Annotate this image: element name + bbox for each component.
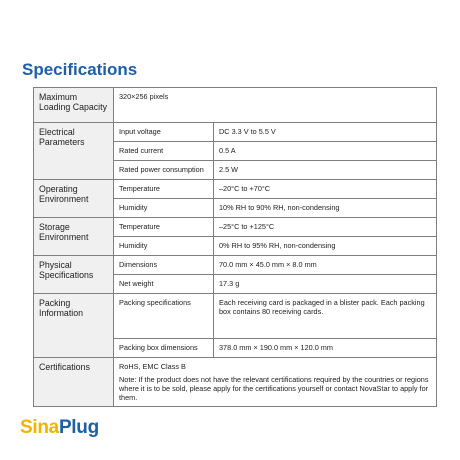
certifications-value: RoHS, EMC Class B — [119, 362, 186, 371]
param-name: Input voltage — [114, 123, 214, 142]
row-category: Operating Environment — [34, 180, 114, 218]
table-row — [34, 123, 437, 142]
param-value: DC 3.3 V to 5.5 V — [214, 123, 437, 142]
param-name: Temperature — [114, 218, 214, 237]
brand-logo — [20, 417, 99, 439]
param-name: Dimensions — [114, 256, 214, 275]
param-value: 2.5 W — [214, 161, 437, 180]
param-value: 70.0 mm × 45.0 mm × 8.0 mm — [214, 256, 437, 275]
param-value: 378.0 mm × 190.0 mm × 120.0 mm — [214, 339, 437, 358]
param-value: 10% RH to 90% RH, non-condensing — [214, 199, 437, 218]
certifications-note: Note: If the product does not have the relevant certifications required by the countries or regions where it is to be sold, please apply for the certifications yourself or contact NovaStar to apply for them. — [119, 375, 429, 403]
param-value: –25°C to +125°C — [214, 218, 437, 237]
page-title: Specifications — [22, 60, 138, 79]
param-value: Each receiving card is packaged in a blister pack. Each packing box contains 80 receiving cards. — [214, 294, 437, 339]
row-category: Electrical Parameters — [34, 123, 114, 180]
row-category: Storage Environment — [34, 218, 114, 256]
row-value: 320×256 pixels — [114, 88, 437, 123]
param-value: 0.5 A — [214, 142, 437, 161]
specifications-table — [33, 87, 437, 407]
param-name: Packing box dimensions — [114, 339, 214, 358]
table-row — [34, 88, 437, 123]
param-name: Rated power consumption — [114, 161, 214, 180]
param-value: 0% RH to 95% RH, non-condensing — [214, 237, 437, 256]
certifications-cell — [114, 358, 437, 407]
logo-part-plug: Plug — [58, 417, 99, 438]
param-name: Humidity — [114, 237, 214, 256]
param-value: –20°C to +70°C — [214, 180, 437, 199]
row-category: Packing Information — [34, 294, 114, 358]
param-name: Humidity — [114, 199, 214, 218]
param-name: Temperature — [114, 180, 214, 199]
logo-part-sina: Sina — [20, 417, 59, 438]
row-category: Physical Specifications — [34, 256, 114, 294]
param-name: Packing specifications — [114, 294, 214, 339]
param-value: 17.3 g — [214, 275, 437, 294]
table-row — [34, 180, 437, 199]
table-row — [34, 294, 437, 339]
table-row — [34, 218, 437, 237]
param-name: Rated current — [114, 142, 214, 161]
row-category: Certifications — [34, 358, 114, 407]
table-row — [34, 358, 437, 407]
param-name: Net weight — [114, 275, 214, 294]
row-category: Maximum Loading Capacity — [34, 88, 114, 123]
table-row — [34, 256, 437, 275]
